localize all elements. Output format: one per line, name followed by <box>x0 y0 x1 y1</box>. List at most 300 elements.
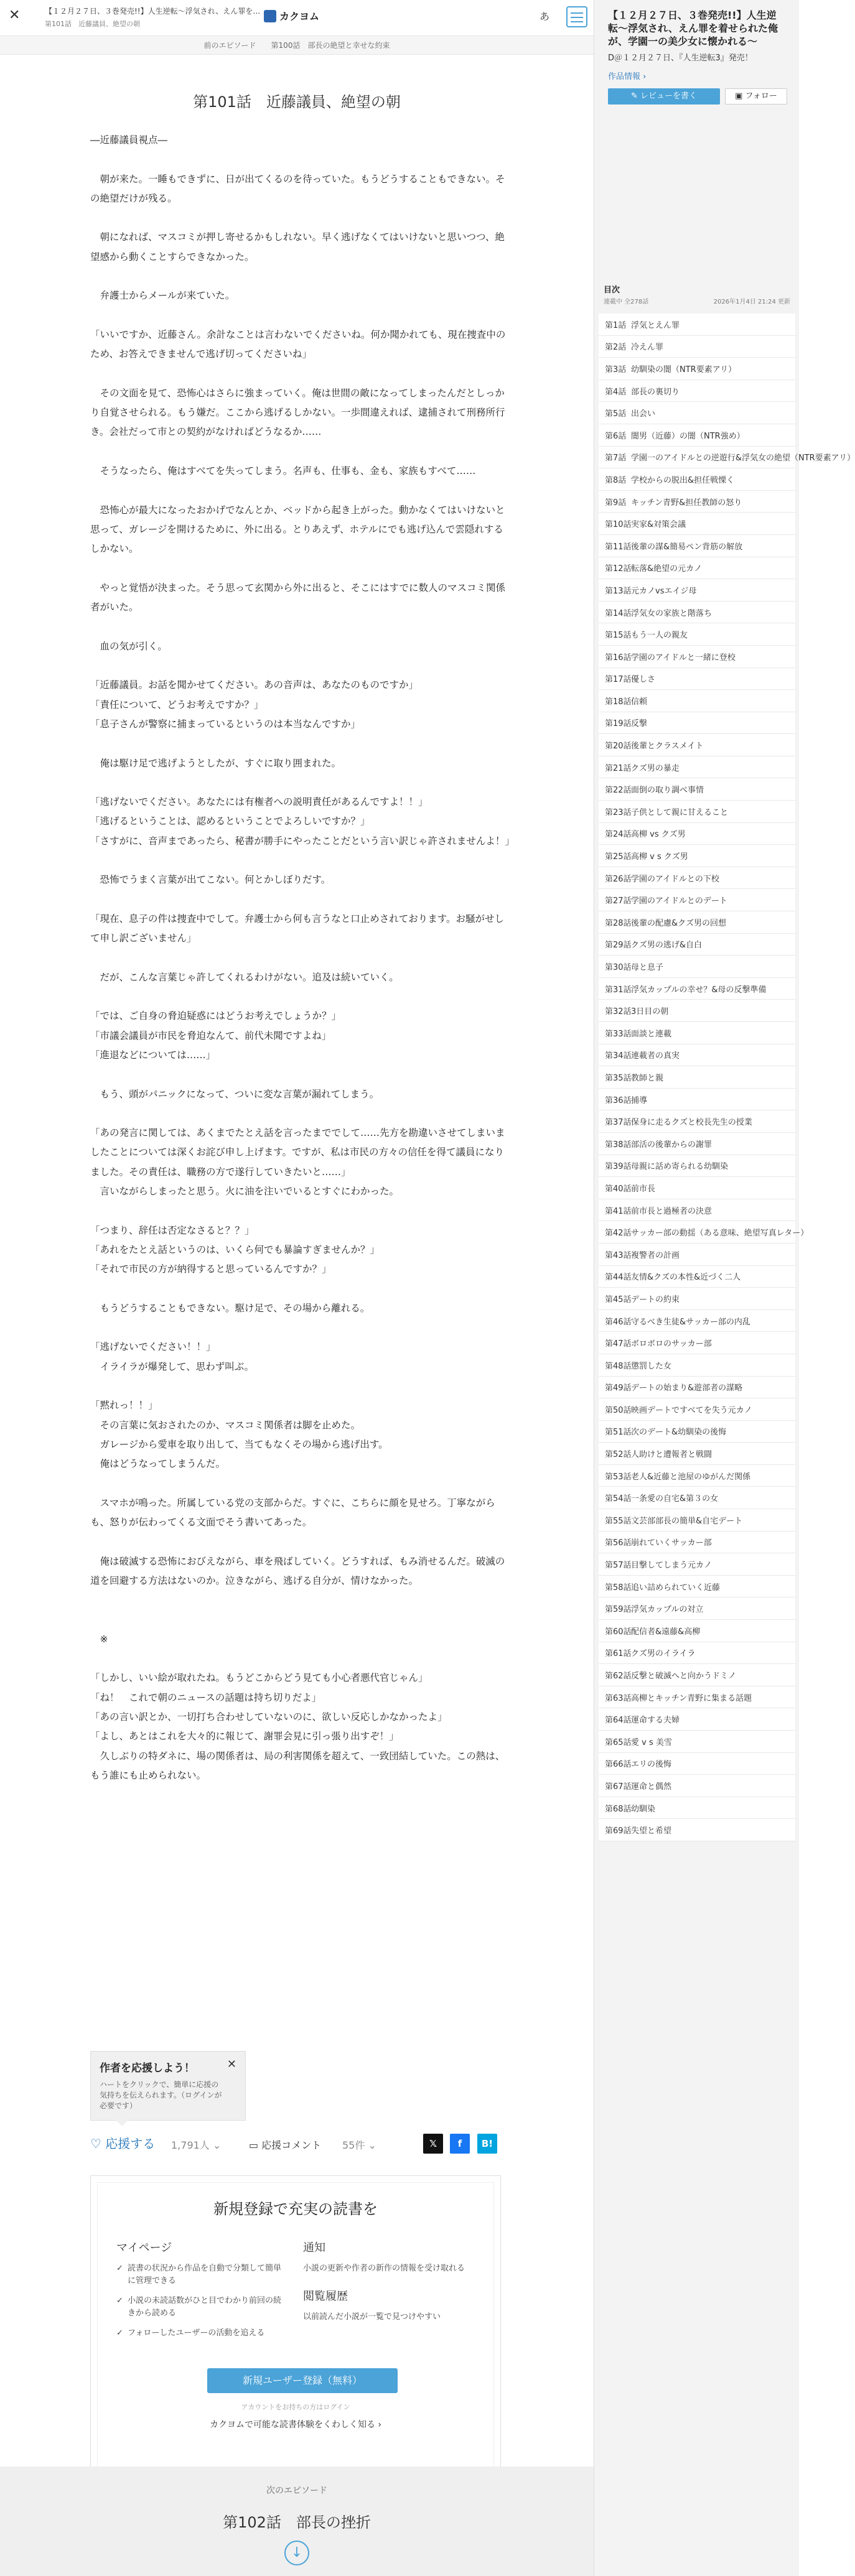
toc-episode-link[interactable] <box>599 867 795 890</box>
body-paragraph: スマホが鳴った。所属している党の支部からだ。すぐに、こちらに顔を見せろ。丁寧ながらも、怒りが伝わってくる文面でそう書いてあった。 <box>90 1497 495 1528</box>
toc-episode-title: 闇男（近藤）の闇（NTR強め） <box>631 431 745 441</box>
body-paragraph <box>90 208 510 228</box>
toc-episode-number: 第10話 <box>605 520 632 530</box>
toc-episode-title: 信頼 <box>631 697 648 707</box>
toc-episode-link[interactable] <box>599 1354 795 1377</box>
toc-menu-button[interactable] <box>566 6 587 27</box>
notice-column <box>303 2239 490 2336</box>
body-paragraph <box>90 1532 510 1551</box>
toc-episode-link[interactable] <box>599 1155 795 1178</box>
toc-episode-title: 人助けと遭報者と戦闘 <box>631 1450 712 1460</box>
body-paragraph: ガレージから愛車を取り出して、当てもなくその場から逃げ出す。 <box>90 1438 388 1450</box>
comment-button[interactable]: ▭ 応援コメント <box>249 2139 322 2151</box>
toc-episode-number: 第18話 <box>605 697 632 707</box>
toc-episode-title: 連載者の真実 <box>631 1051 680 1061</box>
next-episode-panel[interactable] <box>0 2467 594 2576</box>
body-paragraph: 「しかし、いい絵が取れたね。もうどこからどう見ても小心者悪代官じゃん」 <box>90 1672 428 1684</box>
toc-episode-title: 優しさ <box>631 675 656 685</box>
body-paragraph <box>90 987 510 1007</box>
toc-episode-number: 第5話 <box>605 409 627 419</box>
toc-episode-link[interactable] <box>599 402 795 424</box>
history-text: 以前読んだ小説が一覧で見つけやすい <box>303 2312 441 2322</box>
toc-episode-number: 第20話 <box>605 742 632 751</box>
toc-episode-title: 後輩の謀&簡易ペン背筋の解放 <box>631 542 743 552</box>
toc-episode-title: 実家&対策会議 <box>631 520 686 530</box>
toc-episode-title: クズ男の逃げ&自白 <box>631 941 703 951</box>
body-paragraph <box>90 1474 510 1493</box>
body-paragraph: 血の気が引く。 <box>90 640 167 652</box>
author-link[interactable]: D＠１２月２７日、『人生逆転3』発売！ <box>608 53 753 63</box>
history-heading: 閲覧履歴 <box>303 2290 348 2303</box>
toc-episode-title: 高柳とキッチン青野に集まる話題 <box>631 1693 752 1703</box>
toc-episode-number: 第27話 <box>605 896 632 906</box>
toc-episode-link[interactable] <box>599 380 795 402</box>
mypage-feature: ✓ フォローしたユーザーの活動を追える <box>116 2327 284 2340</box>
toc-episode-number: 第16話 <box>605 653 632 663</box>
episode-actions <box>90 2134 501 2155</box>
toc-episode-link[interactable] <box>599 1110 795 1133</box>
follow-label: フォロー <box>745 91 777 101</box>
toc-episode-title: クズ男のイライラ <box>631 1649 696 1659</box>
toc-episode-title: エリの後悔 <box>631 1760 672 1770</box>
body-paragraph <box>90 1065 510 1084</box>
toc-episode-link[interactable] <box>599 535 795 557</box>
toc-episode-title: もう一人の親友 <box>631 631 688 641</box>
prev-episode-link[interactable]: 前のエピソード <box>203 41 256 50</box>
tooltip-arrow <box>116 2120 128 2126</box>
toc-episode-title: デートの約束 <box>631 1295 680 1304</box>
toc-episode-number: 第53話 <box>605 1472 632 1482</box>
toc-episode-title: 学園のアイドルと一緒に登校 <box>631 653 736 663</box>
toc-episode-number: 第49話 <box>605 1383 632 1393</box>
toc-episode-title: 複警者の計画 <box>631 1250 680 1260</box>
toc-episode-title: 運命する夫婦 <box>631 1716 680 1726</box>
toc-episode-link[interactable] <box>599 1089 795 1111</box>
toc-episode-link[interactable] <box>599 602 795 624</box>
toc-episode-link[interactable] <box>599 1642 795 1665</box>
comment-count-toggle[interactable]: 55件 ⌄ <box>342 2139 376 2151</box>
body-paragraph: 俺はどうなってしまうんだ。 <box>90 1458 226 1470</box>
toc-episode-number: 第39話 <box>605 1162 632 1172</box>
body-paragraph: 朝が来た。一睡もできずに、日が出てくるのを待っていた。もうどうすることもできない。その絶望だけが残る。 <box>90 173 505 204</box>
toc-episode-link[interactable] <box>599 823 795 845</box>
login-link[interactable]: アカウントをお持ちの方はログイン <box>241 2403 350 2411</box>
episode-body <box>90 131 515 1785</box>
close-icon[interactable]: ✕ <box>227 2058 236 2071</box>
toc-episode-link[interactable] <box>599 1819 795 1841</box>
toc-heading: 目次 <box>604 286 620 295</box>
body-paragraph <box>90 150 510 169</box>
body-paragraph: 「逃げないでください。あなたには有権者への説明責任があるんですよ！！」 <box>90 796 428 808</box>
mypage-heading: マイページ <box>116 2241 172 2254</box>
toc-episode-link[interactable] <box>599 1133 795 1155</box>
toc-episode-title: 反撃 <box>631 719 648 729</box>
site-logo[interactable] <box>264 9 319 23</box>
toc-episode-title: 学園のアイドルとのデート <box>631 896 727 906</box>
toc-episode-title: 幼馴染 <box>631 1804 656 1814</box>
toc-episode-link[interactable] <box>599 623 795 646</box>
toc-episode-link[interactable] <box>599 1686 795 1709</box>
toc-episode-number: 第1話 <box>605 320 627 330</box>
toc-episode-link[interactable] <box>599 513 795 535</box>
toc-episode-link[interactable] <box>599 712 795 735</box>
toc-episode-title: 配信者&遠藤&高柳 <box>631 1627 701 1637</box>
sidebar-work-title[interactable]: 【１２月２７日、３巻発売!!】人生逆転〜浮気され、えん罪を着せられた俺が、学園一の美少女に懐かれる〜 <box>608 9 778 47</box>
body-paragraph: 「進退などについては……」 <box>90 1049 216 1061</box>
toc-episode-link[interactable] <box>599 1553 795 1576</box>
toc-meta <box>604 296 790 305</box>
register-button[interactable]: 新規ユーザー登録（無料） <box>207 2368 398 2393</box>
toc-episode-link[interactable] <box>599 1266 795 1288</box>
toc-episode-number: 第15話 <box>605 631 632 641</box>
body-paragraph: 「現在、息子の件は捜査中でして。弁護士から何も言うなと口止めされております。お騒がせして申し訳ございません」 <box>90 913 504 944</box>
toc-episode-number: 第52話 <box>605 1450 632 1460</box>
body-paragraph <box>90 442 510 462</box>
toc-episode-title: 老人&近藤と池屋のゆがんだ関係 <box>631 1472 751 1482</box>
toc-episode-link[interactable] <box>599 1022 795 1044</box>
body-paragraph <box>90 656 510 676</box>
review-label: レビューを書く <box>640 91 698 101</box>
toc-episode-link[interactable] <box>599 557 795 580</box>
toc-episode-link[interactable] <box>599 336 795 358</box>
toc-episode-link[interactable] <box>599 579 795 602</box>
body-paragraph: 俺は駆け足で逃げようとしたが、すぐに取り囲まれた。 <box>90 757 342 769</box>
toc-episode-link[interactable] <box>599 1443 795 1465</box>
support-button[interactable]: ♡ 応援する <box>90 2136 156 2151</box>
toc-episode-link[interactable] <box>599 1398 795 1421</box>
toc-episode-link[interactable] <box>599 1775 795 1797</box>
toc-episode-title: 子供として親に甘えること <box>631 807 729 817</box>
toc-episode-title: 崩れていくサッカー部 <box>631 1538 712 1548</box>
toc-episode-title: デートの始まり&遊部者の謀略 <box>631 1383 743 1393</box>
body-paragraph: 「それで市民の方が納得すると思っているんですか？」 <box>90 1263 332 1275</box>
toc-episode-link[interactable] <box>599 956 795 978</box>
toc-episode-title: 愛 v s 美雪 <box>631 1737 672 1747</box>
toc-episode-number: 第44話 <box>605 1273 632 1283</box>
body-paragraph <box>90 559 510 579</box>
share-x-icon[interactable]: 𝕏 <box>423 2134 443 2154</box>
toc-episode-title: 母と息子 <box>631 963 664 973</box>
body-paragraph <box>90 851 510 870</box>
body-paragraph: やっと覚悟が決まった。そう思って玄関から外に出ると、そこにはすでに数人のマスコミ関係者がいた。 <box>90 582 505 613</box>
toc-episode-number: 第33話 <box>605 1029 632 1039</box>
toc-episode-link[interactable] <box>599 1465 795 1487</box>
toc-episode-number: 第69話 <box>605 1826 632 1836</box>
body-paragraph: 弁護士からメールが来ていた。 <box>90 290 235 302</box>
toc-episode-link[interactable] <box>599 468 795 491</box>
toc-episode-number: 第28話 <box>605 918 632 928</box>
arrow-down-icon[interactable]: ↓ <box>284 2541 309 2565</box>
toc-episode-number: 第43話 <box>605 1250 632 1260</box>
toc-episode-title: 3日目の朝 <box>631 1007 669 1017</box>
toc-episode-link[interactable] <box>599 734 795 756</box>
toc-episode-number: 第9話 <box>605 498 627 508</box>
toc-episode-title: 懲罰した女 <box>631 1361 672 1371</box>
toc-count: 連載中 全278話 <box>604 299 649 305</box>
body-paragraph: そうなったら、俺はすべてを失ってしまう。名声も、仕事も、金も、家族もすべて…… <box>90 465 476 477</box>
support-tooltip-text: ハートをクリックで、簡単に応援の気持ちを伝えられます。（ログインが必要です） <box>100 2080 222 2110</box>
toc-episode-number: 第60話 <box>605 1627 632 1637</box>
toc-episode-number: 第66話 <box>605 1760 632 1770</box>
body-paragraph <box>90 306 510 325</box>
toc-episode-link[interactable] <box>599 1221 809 1244</box>
body-paragraph: 「近藤議員。お話を聞かせてください。あの音声は、あなたのものですか」 <box>90 679 419 691</box>
font-settings-button[interactable]: あ <box>540 11 550 22</box>
toc-episode-title: 母親に話め寄られる幼馴染 <box>631 1162 729 1172</box>
body-paragraph <box>90 890 510 909</box>
body-paragraph: 「では、ご自身の脅迫疑惑にはどうお考えでしょうか？」 <box>90 1010 342 1022</box>
episode-title: 第101話 近藤議員、絶望の朝 <box>193 93 401 111</box>
body-paragraph: 「あの言い訳とか、一切打ち合わせしていないのに、欲しい反応しかなかったよ」 <box>90 1711 447 1723</box>
work-info-link[interactable]: 作品情報 › <box>608 72 647 81</box>
toc-episode-link[interactable] <box>599 690 795 712</box>
body-paragraph: 「市議会議員が市民を脅迫なんて、前代未聞ですよね」 <box>90 1030 332 1041</box>
body-paragraph <box>90 617 510 636</box>
logo-text: カクヨム <box>279 11 320 22</box>
toc-episode-link[interactable] <box>599 1509 795 1532</box>
toc-episode-link[interactable] <box>599 314 795 336</box>
toc-episode-title: 学校からの脱出&担任戦慄く <box>631 475 735 485</box>
toc-episode-link[interactable] <box>599 491 795 513</box>
support-tooltip <box>90 2051 246 2121</box>
toc-episode-number: 第36話 <box>605 1095 632 1105</box>
body-paragraph: だが、こんな言葉じゃ許してくれるわけがない。追及は続いていく。 <box>90 971 399 983</box>
body-paragraph <box>90 773 510 793</box>
toc-episode-number: 第2話 <box>605 343 627 353</box>
toc-episode-link[interactable] <box>599 358 795 380</box>
toc-episode-link[interactable] <box>599 447 855 469</box>
share-facebook-icon[interactable]: f <box>450 2134 470 2154</box>
toc-episode-title: 浮気カップルの幸せ？&母の反撃準備 <box>631 985 767 995</box>
toc-episode-number: 第13話 <box>605 586 632 596</box>
toc-episode-link[interactable] <box>599 1731 795 1753</box>
toc-episode-link[interactable] <box>599 1244 795 1266</box>
next-episode-title[interactable]: 第102話 部長の挫折 <box>223 2514 371 2531</box>
toc-episode-number: 第68話 <box>605 1804 632 1814</box>
toc-episode-number: 第7話 <box>605 453 627 463</box>
toc-episode-title: 高柳 v s クズ男 <box>631 852 688 862</box>
work-title-link[interactable]: 【１２月２７日、３巻発売!!】人生逆転〜浮気され、えん罪を… <box>45 7 261 16</box>
body-paragraph <box>90 948 510 967</box>
body-paragraph <box>90 1377 510 1396</box>
toc-episode-number: 第4話 <box>605 387 627 397</box>
body-paragraph: その言葉に気おされたのか、マスコミ関係者は脚を止めた。 <box>90 1419 361 1431</box>
toc-episode-number: 第14話 <box>605 608 632 618</box>
toc-episode-title: 失望と希望 <box>631 1826 672 1836</box>
toc-episode-number: 第37話 <box>605 1118 632 1128</box>
body-paragraph: 「逃げないでください！！」 <box>90 1341 216 1353</box>
next-episode-label: 次のエピソード <box>266 2486 327 2496</box>
toc-episode-number: 第54話 <box>605 1494 632 1504</box>
toc-episode-link[interactable] <box>599 1377 795 1399</box>
body-paragraph: ※ <box>90 1633 108 1645</box>
body-paragraph: 久しぶりの特ダネに、場の関係者は、局の利害関係を超えて、一致団結していた。この熱は、もう誰にも止められない。 <box>90 1750 505 1781</box>
toc-episode-link[interactable] <box>599 668 795 690</box>
toc-episode-number: 第56話 <box>605 1538 632 1548</box>
body-paragraph: 恐怖心が最大になったおかげでなんとか、ベッドから起き上がった。動かなくてはいけないと思って、ガレージを開けるために、外に出る。とりあえず、ホテルにでも逃げ込んで雲隠れするしかない。 <box>90 504 505 555</box>
toc-episode-number: 第31話 <box>605 985 632 995</box>
notice-heading: 通知 <box>303 2241 325 2254</box>
toc-episode-number: 第58話 <box>605 1583 632 1593</box>
toc-episode-number: 第42話 <box>605 1229 632 1239</box>
body-paragraph <box>90 481 510 500</box>
toc-episode-number: 第3話 <box>605 365 627 374</box>
body-paragraph: 「黙れっ！！」 <box>90 1400 158 1411</box>
support-count-toggle[interactable]: 1,791人 ⌄ <box>171 2139 222 2151</box>
breadcrumb <box>0 36 594 55</box>
body-paragraph: 「よし、あとはこれを大々的に報じて、謝罪会見に引っ張り出すぞ！」 <box>90 1731 399 1742</box>
toc-episode-link[interactable] <box>599 911 795 934</box>
toc-episode-number: 第64話 <box>605 1716 632 1726</box>
body-paragraph: 「いいですか、近藤さん。余計なことは言わないでくださいね。何か聞かれても、現在捜査中のため、お答えできませんで逃げ切ってくださいね」 <box>90 328 506 360</box>
toc-episode-number: 第65話 <box>605 1737 632 1747</box>
toc-episode-title: 反撃と破滅へと向かうドミノ <box>631 1672 737 1681</box>
toc-episode-link[interactable] <box>599 1753 795 1775</box>
mypage-column <box>116 2239 284 2347</box>
toc-episode-link[interactable] <box>599 1177 795 1199</box>
body-paragraph: もうどうすることもできない。駆け足で、その場から離れる。 <box>90 1302 370 1314</box>
body-paragraph: 「ね！ これで朝のニュースの話題は持ち切りだよ」 <box>90 1691 322 1703</box>
toc-episode-link[interactable] <box>599 1199 795 1222</box>
mypage-feature: ✓ 読書の状況から作品を自動で分類して簡単に管理できる <box>116 2262 284 2287</box>
body-paragraph: 「あの発言に関しては、あくまでたとえ話を言ったまででして……先方を勘違いさせてしまいましたことについては深くお詫び申し上げます。ですが、私は市民の方々の信任を得て議員になりました。その責任は、職務の方で遂行していきたいと……」 <box>90 1127 505 1178</box>
toc-episode-link[interactable] <box>599 1000 795 1022</box>
register-title: 新規登録で充実の読書を <box>213 2200 378 2218</box>
toc-episode-title: 教師と親 <box>631 1073 664 1083</box>
toc-episode-title: 学園一のアイドルとの逆遊行&浮気女の絶望（NTR要素アリ） <box>631 453 855 463</box>
toc-episode-number: 第45話 <box>605 1295 632 1304</box>
toc-episode-title: 友情&クズの本性&近づく二人 <box>631 1273 741 1283</box>
toc-episode-link[interactable] <box>599 1487 795 1509</box>
toc-episode-link[interactable] <box>599 778 795 801</box>
episode-subtitle: 第101話 近藤議員、絶望の朝 <box>45 20 140 28</box>
write-review-button[interactable]: ✎ レビューを書く <box>608 88 720 105</box>
toc-episode-title: 目撃してしまう元カノ <box>631 1561 712 1571</box>
learn-more-link[interactable]: カクヨムで可能な読書体験をくわしく知る › <box>209 2420 382 2430</box>
body-paragraph: 「つまり、辞任は否定なさると？？」 <box>90 1224 255 1236</box>
body-paragraph: その文面を見て、恐怖心はさらに強まっていく。俺は世間の敵になってしまったんだとしっかり自覚させられる。もう嫌だ。ここから逃げるしかない。一歩間違えれば、逮捕されて刑務所行き。会社だって市との契約がなければどうなるか…… <box>90 387 505 438</box>
toc-episode-title: 元カノvsエイジ母 <box>631 586 697 596</box>
close-icon[interactable]: ✕ <box>9 7 21 23</box>
top-bar <box>0 0 594 36</box>
toc-episode-link[interactable] <box>599 1288 795 1310</box>
body-paragraph <box>90 1649 510 1668</box>
toc-episode-number: 第19話 <box>605 719 632 729</box>
toc-episode-link[interactable] <box>599 801 795 823</box>
toc-episode-link[interactable] <box>599 424 795 447</box>
toc-episode-title: 守るべき生徒&サッカー部の内乱 <box>631 1317 750 1327</box>
toc-episode-link[interactable] <box>599 934 795 956</box>
toc-episode-number: 第47話 <box>605 1339 632 1349</box>
toc-updated: 2026年1月4日 21:24 更新 <box>713 299 790 305</box>
toc-episode-number: 第48話 <box>605 1361 632 1371</box>
body-paragraph: 朝になれば、マスコミが押し寄せるかもしれない。早く逃げなくてはいけないと思いつつ、絶望感から動くことすらできなかった。 <box>90 231 505 263</box>
toc-episode-number: 第41話 <box>605 1206 632 1216</box>
body-paragraph <box>90 365 510 384</box>
toc-episode-title: 出会い <box>631 409 656 419</box>
toc-episode-number: 第59話 <box>605 1605 632 1615</box>
toc-episode-number: 第35話 <box>605 1073 632 1083</box>
toc-episode-link[interactable] <box>599 1066 795 1089</box>
toc-episode-link[interactable] <box>599 1620 795 1642</box>
body-paragraph <box>90 1591 510 1610</box>
toc-episode-title: キッチン青野&担任教師の怒り <box>631 498 742 508</box>
toc-episode-title: 学園のアイドルとの下校 <box>631 874 719 884</box>
body-paragraph: 「息子さんが警察に捕まっているというのは本当なんですか」 <box>90 718 361 730</box>
follow-button[interactable]: ▣ フォロー <box>725 88 787 105</box>
body-paragraph: 「あれをたとえ話というのは、いくら何でも暴論すぎませんか？」 <box>90 1244 380 1255</box>
toc-episode-number: 第6話 <box>605 431 627 441</box>
toc-episode-title: 高柳 vs クズ男 <box>631 830 686 840</box>
toc-episode-title: 運命と偶然 <box>631 1782 672 1792</box>
toc-episode-link[interactable] <box>599 1421 795 1443</box>
mypage-feature: ✓ 小説の未読話数がひと目でわかり前回の続きから読める <box>116 2295 284 2320</box>
body-paragraph: 俺は破滅する恐怖におびえながら、車を飛ばしていく。どうすれば、もみ消せるんだ。破滅の道を回避する方法はないのか。泣きながら、逃げる自分が、情けなかった。 <box>90 1555 505 1586</box>
body-paragraph <box>90 1104 510 1123</box>
toc-episode-title: 部長の裏切り <box>631 387 680 397</box>
toc-episode-link[interactable] <box>599 1664 795 1686</box>
toc-episode-number: 第21話 <box>605 763 632 773</box>
toc-episode-title: サッカー部の動揺（ある意味、絶望写真レター） <box>631 1229 809 1239</box>
body-paragraph: 言いながらしまったと思う。火に油を注いでいるとすぐにわかった。 <box>90 1186 399 1197</box>
toc-episode-title: 文芸部部長の簡単&自宅デート <box>631 1516 743 1526</box>
toc-episode-number: 第26話 <box>605 874 632 884</box>
comment-label: 応援コメント <box>261 2139 322 2151</box>
toc-episode-title: ボロボロのサッカー部 <box>631 1339 712 1349</box>
toc-episode-title: 浮気カップルの対立 <box>631 1605 704 1615</box>
toc-episode-number: 第51話 <box>605 1428 632 1438</box>
toc-episode-link[interactable] <box>599 1708 795 1731</box>
toc-episode-number: 第46話 <box>605 1317 632 1327</box>
toc-episode-link[interactable] <box>599 889 795 911</box>
toc-episode-link[interactable] <box>599 1532 795 1554</box>
body-paragraph <box>90 1611 510 1630</box>
toc-episode-link[interactable] <box>599 1597 795 1620</box>
share-hatena-icon[interactable]: B! <box>477 2134 497 2154</box>
toc-episode-title: クズ男の暴走 <box>631 763 680 773</box>
body-paragraph <box>90 1318 510 1337</box>
toc-episode-title: 前市長 <box>631 1184 656 1194</box>
episode-list <box>599 314 855 1841</box>
toc-episode-link[interactable] <box>599 1310 795 1332</box>
toc-episode-link[interactable] <box>599 756 795 779</box>
prev-episode-title[interactable]: 第100話 部長の絶望と幸せな約束 <box>271 41 390 50</box>
toc-episode-title: 映画デートですべてを失う元カノ <box>631 1405 752 1415</box>
toc-episode-number: 第25話 <box>605 852 632 862</box>
toc-episode-title: 幼馴染の闇（NTR要素アリ） <box>631 365 737 374</box>
toc-episode-link[interactable] <box>599 845 795 867</box>
toc-episode-title: 浮気女の家族と階落ち <box>631 608 712 618</box>
toc-episode-link[interactable] <box>599 978 795 1000</box>
toc-episode-number: 第23話 <box>605 807 632 817</box>
toc-episode-title: 転落&絶望の元カノ <box>631 564 703 574</box>
toc-episode-title: 後輩とクラスメイト <box>631 742 704 751</box>
toc-sidebar <box>594 0 855 2576</box>
toc-episode-link[interactable] <box>599 1797 795 1820</box>
toc-episode-link[interactable] <box>599 1044 795 1067</box>
body-paragraph: 「責任について、どうお考えですか？」 <box>90 699 264 710</box>
toc-episode-title: 一条愛の自宅&第３の女 <box>631 1494 719 1504</box>
toc-episode-number: 第8話 <box>605 475 627 485</box>
body-paragraph: 「さすがに、音声まであったら、秘書が勝手にやったことだという言い訳じゃ許されませんよ！」 <box>90 835 515 847</box>
toc-episode-title: 後輩の配慮&クズ男の回想 <box>631 918 727 928</box>
toc-episode-link[interactable] <box>599 1332 795 1354</box>
toc-episode-link[interactable] <box>599 646 795 668</box>
toc-episode-number: 第62話 <box>605 1672 632 1681</box>
toc-episode-link[interactable] <box>599 1576 795 1598</box>
toc-episode-title: 冷えん罪 <box>631 343 664 353</box>
body-paragraph <box>90 267 510 286</box>
